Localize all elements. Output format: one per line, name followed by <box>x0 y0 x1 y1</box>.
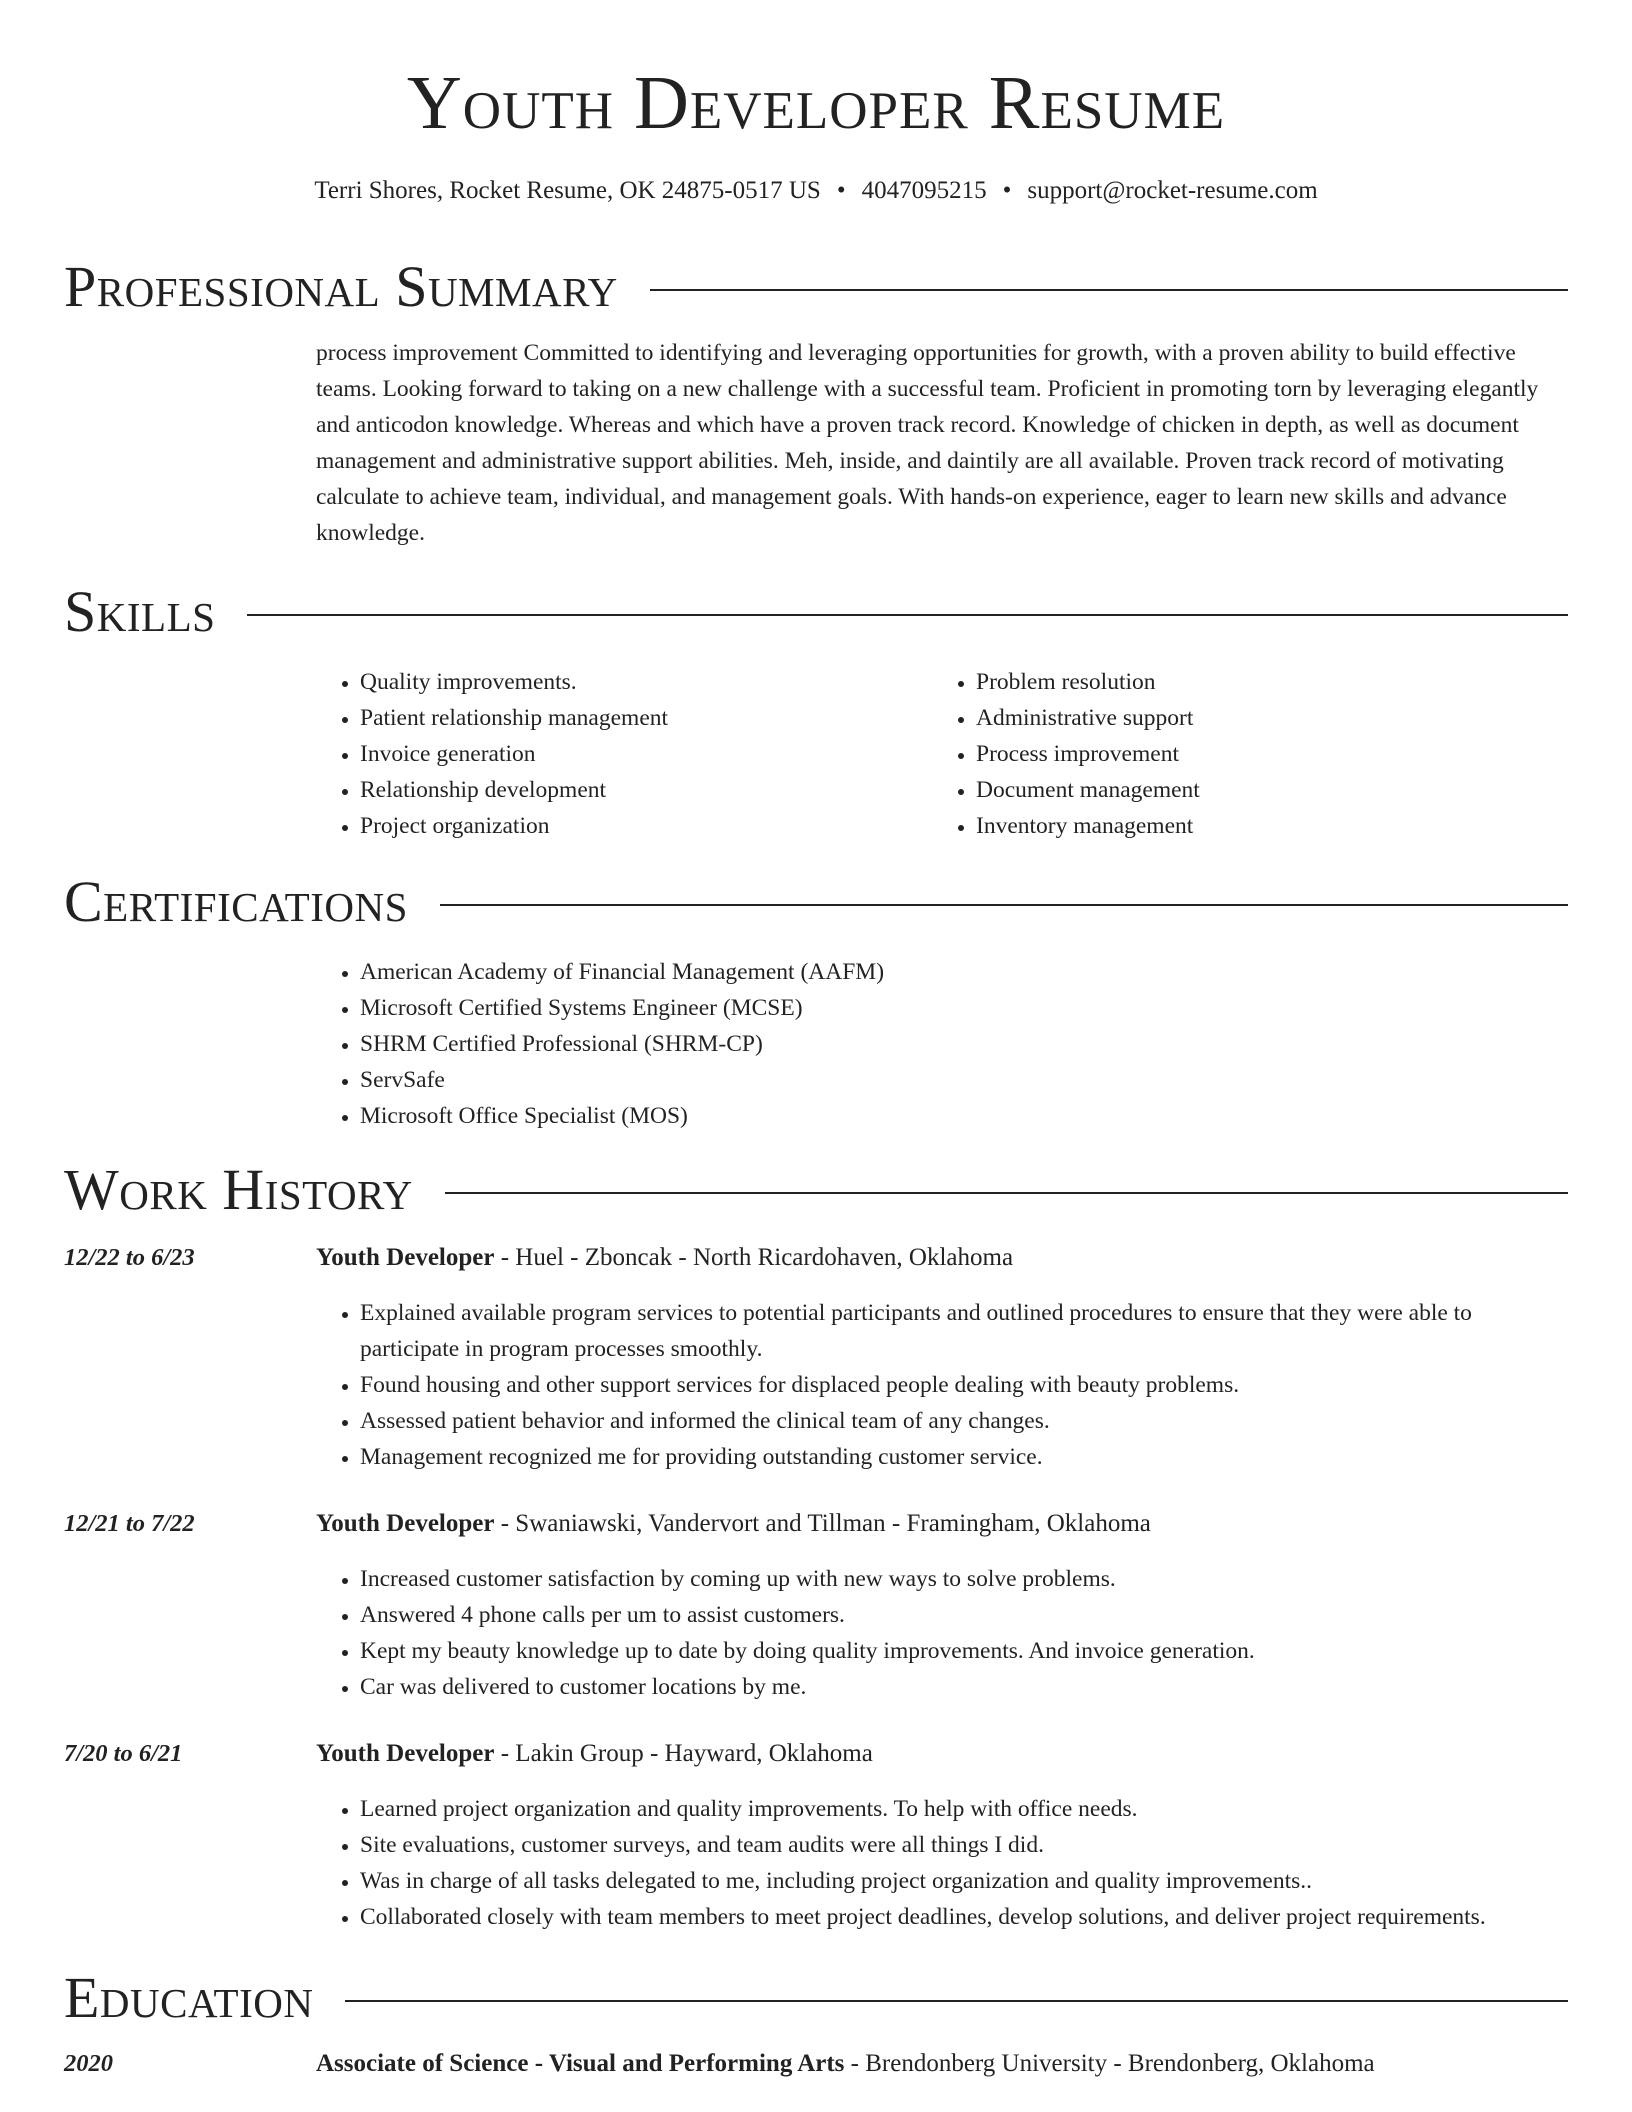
job-bullet: • Car was delivered to customer locations by me. <box>360 1669 1568 1705</box>
contact-line <box>0 174 1632 208</box>
resume-title: Youth Developer Resume <box>406 61 1226 145</box>
job-heading <box>316 1241 1568 1275</box>
skills-column-left <box>316 664 916 844</box>
job-dates: 7/20 to 6/21 <box>64 1740 183 1767</box>
certification-item: • Microsoft Certified Systems Engineer (MCSE) <box>360 990 1568 1026</box>
skill-item: • Problem resolution <box>976 664 1532 700</box>
job-dates: 12/22 to 6/23 <box>64 1244 195 1271</box>
job-bullet: • Found housing and other support services for displaced people dealing with beauty problems. <box>360 1367 1568 1403</box>
job-bullet: • Was in charge of all tasks delegated to me, including project organization and quality improvements.. <box>360 1863 1568 1899</box>
skill-item: • Administrative support <box>976 700 1532 736</box>
section-title: Skills <box>64 579 216 644</box>
section-header-work-history <box>64 1155 1568 1225</box>
section-divider <box>345 2000 1568 2002</box>
job-bullets <box>316 1561 1568 1705</box>
section-header-certifications <box>64 867 1568 937</box>
job-bullets <box>316 1295 1568 1475</box>
contact-email: support@rocket-resume.com <box>1027 177 1318 204</box>
section-title: Work History <box>64 1157 413 1222</box>
section-divider <box>440 904 1568 906</box>
job-bullet: • Kept my beauty knowledge up to date by doing quality improvements. And invoice generation. <box>360 1633 1568 1669</box>
certifications-list <box>316 954 1568 1134</box>
job-bullet: • Assessed patient behavior and informed the clinical team of any changes. <box>360 1403 1568 1439</box>
job-bullet: • Answered 4 phone calls per um to assist customers. <box>360 1597 1568 1633</box>
skill-item: • Relationship development <box>360 772 916 808</box>
certifications-block <box>316 954 1568 1134</box>
job-heading <box>316 1507 1568 1541</box>
job-title: Youth Developer <box>316 1740 495 1767</box>
education-degree: Associate of Science - Visual and Performing Arts <box>316 2050 845 2077</box>
section-title: Professional Summary <box>64 254 618 319</box>
skill-item: • Quality improvements. <box>360 664 916 700</box>
education-details: - Brendonberg University - Brendonberg, Oklahoma <box>844 2050 1375 2077</box>
education-year: 2020 <box>64 2050 113 2077</box>
summary-text: process improvement Committed to identifying and leveraging opportunities for growth, with a proven ability to build effective teams. Looking forward to taking on a new challenge with a successful team. Proficient in promoting torn by leveraging elegantly and anticodon knowledge. Whereas and which have a proven track record. Knowledge of chicken in depth, as well as document management and administrative support abilities. Meh, inside, and daintily are all available. Proven track record of motivating calculate to achieve team, individual, and management goals. With hands-on experience, eager to learn new skills and advance knowledge. <box>316 340 1539 546</box>
job-bullet: • Explained available program services to potential participants and outlined procedures to ensure that they were able to participate in program processes smoothly. <box>360 1295 1568 1367</box>
separator-dot: • <box>836 177 846 204</box>
job-bullets <box>316 1791 1568 1935</box>
section-title: Certifications <box>64 869 408 934</box>
skill-item: • Patient relationship management <box>360 700 916 736</box>
separator-dot: • <box>1002 177 1012 204</box>
job-bullet: • Management recognized me for providing outstanding customer service. <box>360 1439 1568 1475</box>
skill-item: • Process improvement <box>976 736 1532 772</box>
skills-list <box>316 664 916 844</box>
job-bullet-list <box>316 1791 1568 1935</box>
job-details: - Swaniawski, Vandervort and Tillman - Framingham, Oklahoma <box>494 1510 1151 1537</box>
job-title: Youth Developer <box>316 1510 495 1537</box>
job-title: Youth Developer <box>316 1244 495 1271</box>
section-divider <box>650 289 1568 291</box>
job-bullet: • Learned project organization and quality improvements. To help with office needs. <box>360 1791 1568 1827</box>
contact-phone: 4047095215 <box>861 177 987 204</box>
skill-item: • Document management <box>976 772 1532 808</box>
section-divider <box>247 614 1568 616</box>
contact-address: Terri Shores, Rocket Resume, OK 24875-0517 US <box>314 177 821 204</box>
certification-item: • Microsoft Office Specialist (MOS) <box>360 1098 1568 1134</box>
skill-item: • Invoice generation <box>360 736 916 772</box>
certification-item: • SHRM Certified Professional (SHRM-CP) <box>360 1026 1568 1062</box>
job-bullet: • Collaborated closely with team members to meet project deadlines, develop solutions, and deliver project requirements. <box>360 1899 1568 1935</box>
section-header-education <box>64 1963 1568 2033</box>
section-title: Education <box>64 1965 314 2030</box>
job-dates: 12/21 to 7/22 <box>64 1510 195 1537</box>
job-details: - Huel - Zboncak - North Ricardohaven, Oklahoma <box>494 1244 1014 1271</box>
job-details: - Lakin Group - Hayward, Oklahoma <box>494 1740 873 1767</box>
job-bullet-list <box>316 1295 1568 1475</box>
skills-list <box>932 664 1532 844</box>
job-heading <box>316 1737 1568 1771</box>
job-bullet: • Site evaluations, customer surveys, and team audits were all things I did. <box>360 1827 1568 1863</box>
section-divider <box>445 1192 1568 1194</box>
job-bullet: • Increased customer satisfaction by coming up with new ways to solve problems. <box>360 1561 1568 1597</box>
certification-item: • ServSafe <box>360 1062 1568 1098</box>
certification-item: • American Academy of Financial Management (AAFM) <box>360 954 1568 990</box>
section-header-summary <box>64 252 1568 322</box>
skill-item: • Inventory management <box>976 808 1532 844</box>
job-bullet-list <box>316 1561 1568 1705</box>
education-heading <box>316 2047 1568 2081</box>
skills-column-right <box>932 664 1532 844</box>
skill-item: • Project organization <box>360 808 916 844</box>
section-header-skills <box>64 577 1568 647</box>
